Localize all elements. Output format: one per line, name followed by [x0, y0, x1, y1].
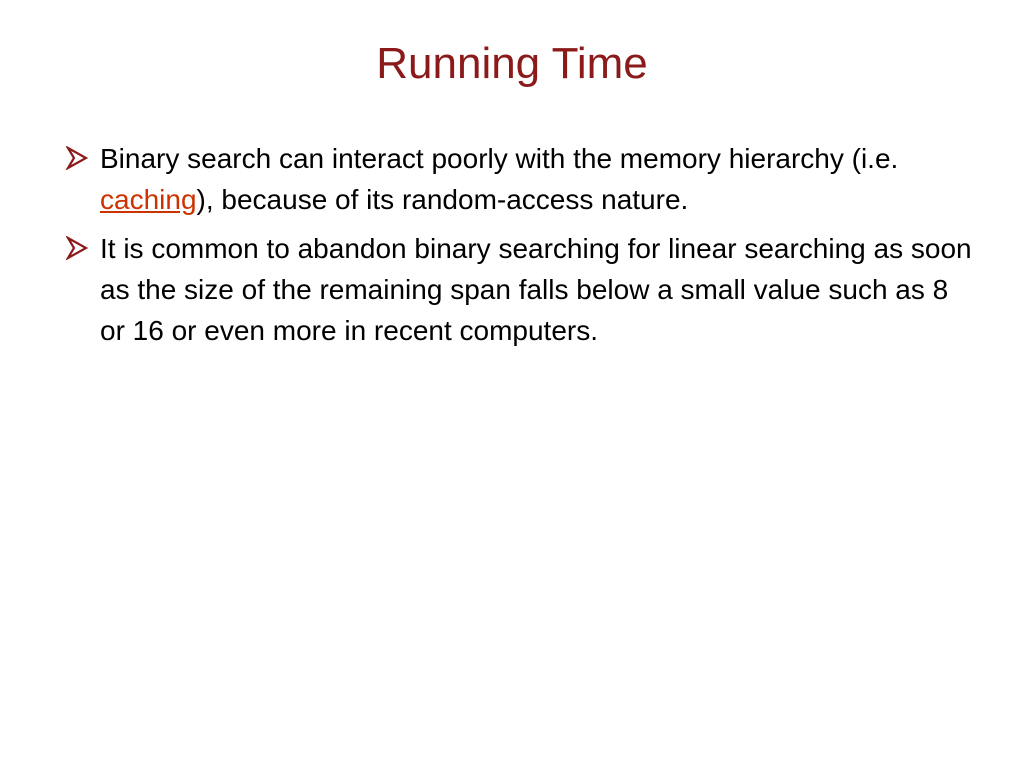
- bullet-text-after: ), because of its random-access nature.: [196, 184, 689, 215]
- bullet-item: [64, 138, 974, 220]
- bullet-list: [64, 138, 974, 359]
- bullet-text-before: Binary search can interact poorly with the memory hierarchy (i.e.: [100, 143, 899, 174]
- slide-title: Running Time: [376, 39, 648, 88]
- caching-link[interactable]: caching: [100, 184, 197, 215]
- arrow-bullet-icon: [66, 236, 88, 260]
- arrow-bullet-icon: [66, 146, 88, 170]
- bullet-item: [64, 228, 974, 351]
- bullet-text: It is common to abandon binary searching for linear searching as soon as the size of the remaining span falls below a small value such as 8 or 16 or even more in recent computers.: [100, 233, 972, 346]
